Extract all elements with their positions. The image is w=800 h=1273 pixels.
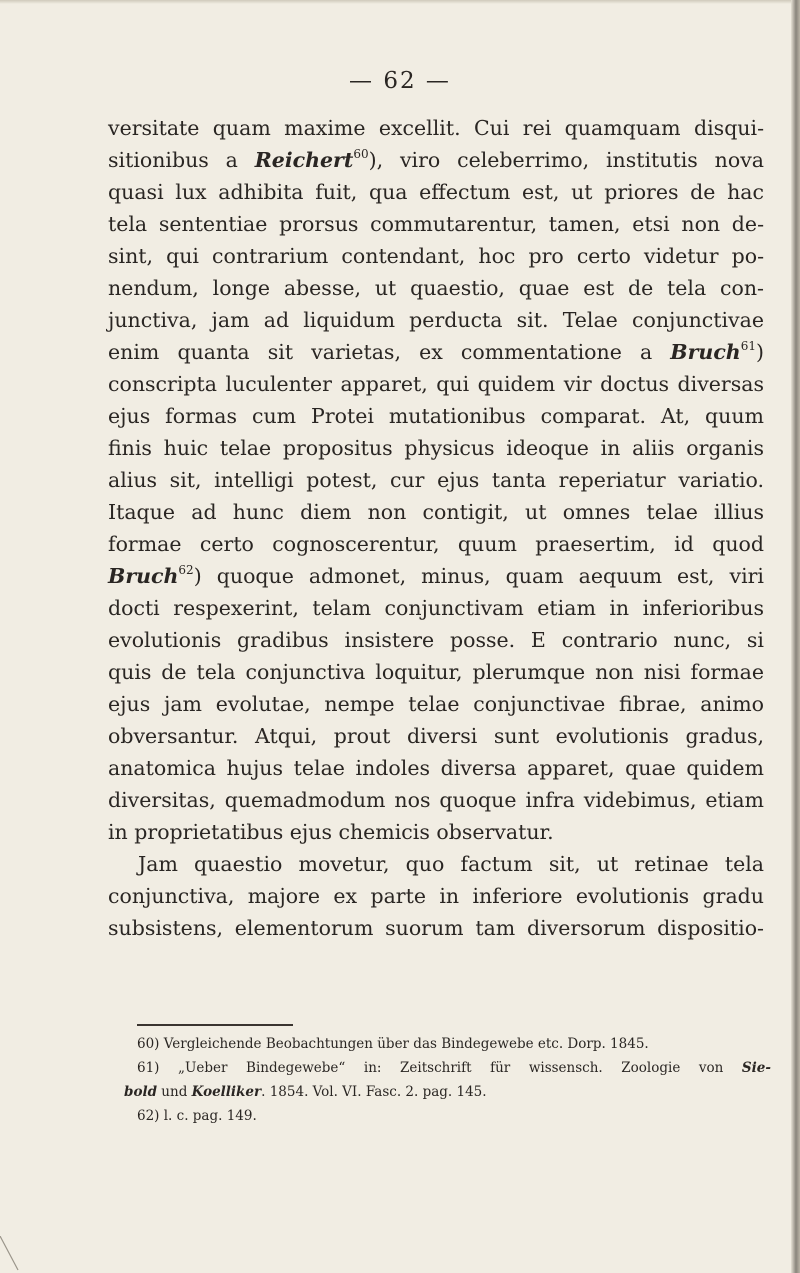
text-line: docti respexerint, telam conjunctivam etiam in inferioribus xyxy=(108,596,764,620)
text-line: formae certo cognoscerentur, quum praesertim, id quod xyxy=(108,532,764,556)
text-line: junctiva, jam ad liquidum perducta sit. Telae conjunctivae xyxy=(108,308,764,332)
text-line: nendum, longe abesse, ut quaestio, quae est de tela con- xyxy=(108,276,764,300)
italic-name: Bruch xyxy=(108,564,179,588)
page-corner-mark xyxy=(0,1236,20,1272)
text-line: finis huic telae propositus physicus ideoque in aliis organis xyxy=(108,436,764,460)
text-line: obversantur. Atqui, prout diversi sunt evolutionis gradus, xyxy=(108,724,764,748)
text-line: tela sententiae prorsus commutarentur, tamen, etsi non de- xyxy=(108,212,764,236)
page-top-edge xyxy=(0,0,800,4)
text-line: sint, qui contrarium contendant, hoc pro certo videtur po- xyxy=(108,244,764,268)
text-line: quasi lux adhibita fuit, qua effectum est, ut priores de hac xyxy=(108,180,764,204)
text-line: ejus jam evolutae, nempe telae conjunctivae fibrae, animo xyxy=(108,692,764,716)
footnote-61-continued: bold und Koelliker. 1854. Vol. VI. Fasc. 2. pag. 145. xyxy=(124,1084,487,1100)
text-line: evolutionis gradibus insistere posse. E contrario nunc, si xyxy=(108,628,764,652)
text-line: quis de tela conjunctiva loquitur, plerumque non nisi formae xyxy=(108,660,764,684)
footnote-rule xyxy=(137,1024,293,1026)
footnote-reference: 62 xyxy=(178,563,194,577)
text-line: conscripta luculenter apparet, qui quidem vir doctus diversas xyxy=(108,372,764,396)
italic-name: bold xyxy=(124,1084,158,1100)
footnote-reference: 61 xyxy=(740,339,756,353)
text-line: diversitas, quemadmodum nos quoque infra videbimus, etiam xyxy=(108,788,764,812)
italic-name: Reichert xyxy=(254,148,354,172)
italic-name: Sie- xyxy=(741,1060,771,1076)
text-line: conjunctiva, majore ex parte in inferiore evolutionis gradu xyxy=(108,884,764,908)
text-line: subsistens, elementorum suorum tam diversorum dispositio- xyxy=(108,916,764,940)
italic-name: Koelliker xyxy=(191,1084,262,1100)
page-binding-edge xyxy=(791,0,800,1273)
text-line: Jam quaestio movetur, quo factum sit, ut retinae tela xyxy=(138,852,764,876)
footnote-reference: 60 xyxy=(353,147,369,161)
italic-name: Bruch xyxy=(670,340,741,364)
text-line: ejus formas cum Protei mutationibus comparat. At, quum xyxy=(108,404,764,428)
text-line: Itaque ad hunc diem non contigit, ut omnes telae illius xyxy=(108,500,764,524)
text-line: alius sit, intelligi potest, cur ejus tanta reperiatur variatio. xyxy=(108,468,764,492)
text-line: sitionibus a Reichert$^{60}$), viro celeberrimo, institutis nova xyxy=(108,147,764,172)
text-line: in proprietatibus ejus chemicis observatur. xyxy=(108,820,554,844)
text-line: Bruch$^{62}$) quoque admonet, minus, quam aequum est, viri xyxy=(108,563,764,588)
footnote-61: 61) „Ueber Bindegewebe“ in: Zeitschrift für wissensch. Zoologie von Sie- xyxy=(137,1060,771,1076)
text-line: enim quanta sit varietas, ex commentatione a Bruch$^{61}$) xyxy=(108,339,764,364)
page-number: — 62 — xyxy=(349,68,451,94)
text-line: versitate quam maxime excellit. Cui rei quamquam disqui- xyxy=(108,116,764,140)
footnote-60: 60) Vergleichende Beobachtungen über das Bindegewebe etc. Dorp. 1845. xyxy=(137,1036,649,1052)
footnote-62: 62) l. c. pag. 149. xyxy=(137,1108,257,1124)
text-line: anatomica hujus telae indoles diversa apparet, quae quidem xyxy=(108,756,764,780)
